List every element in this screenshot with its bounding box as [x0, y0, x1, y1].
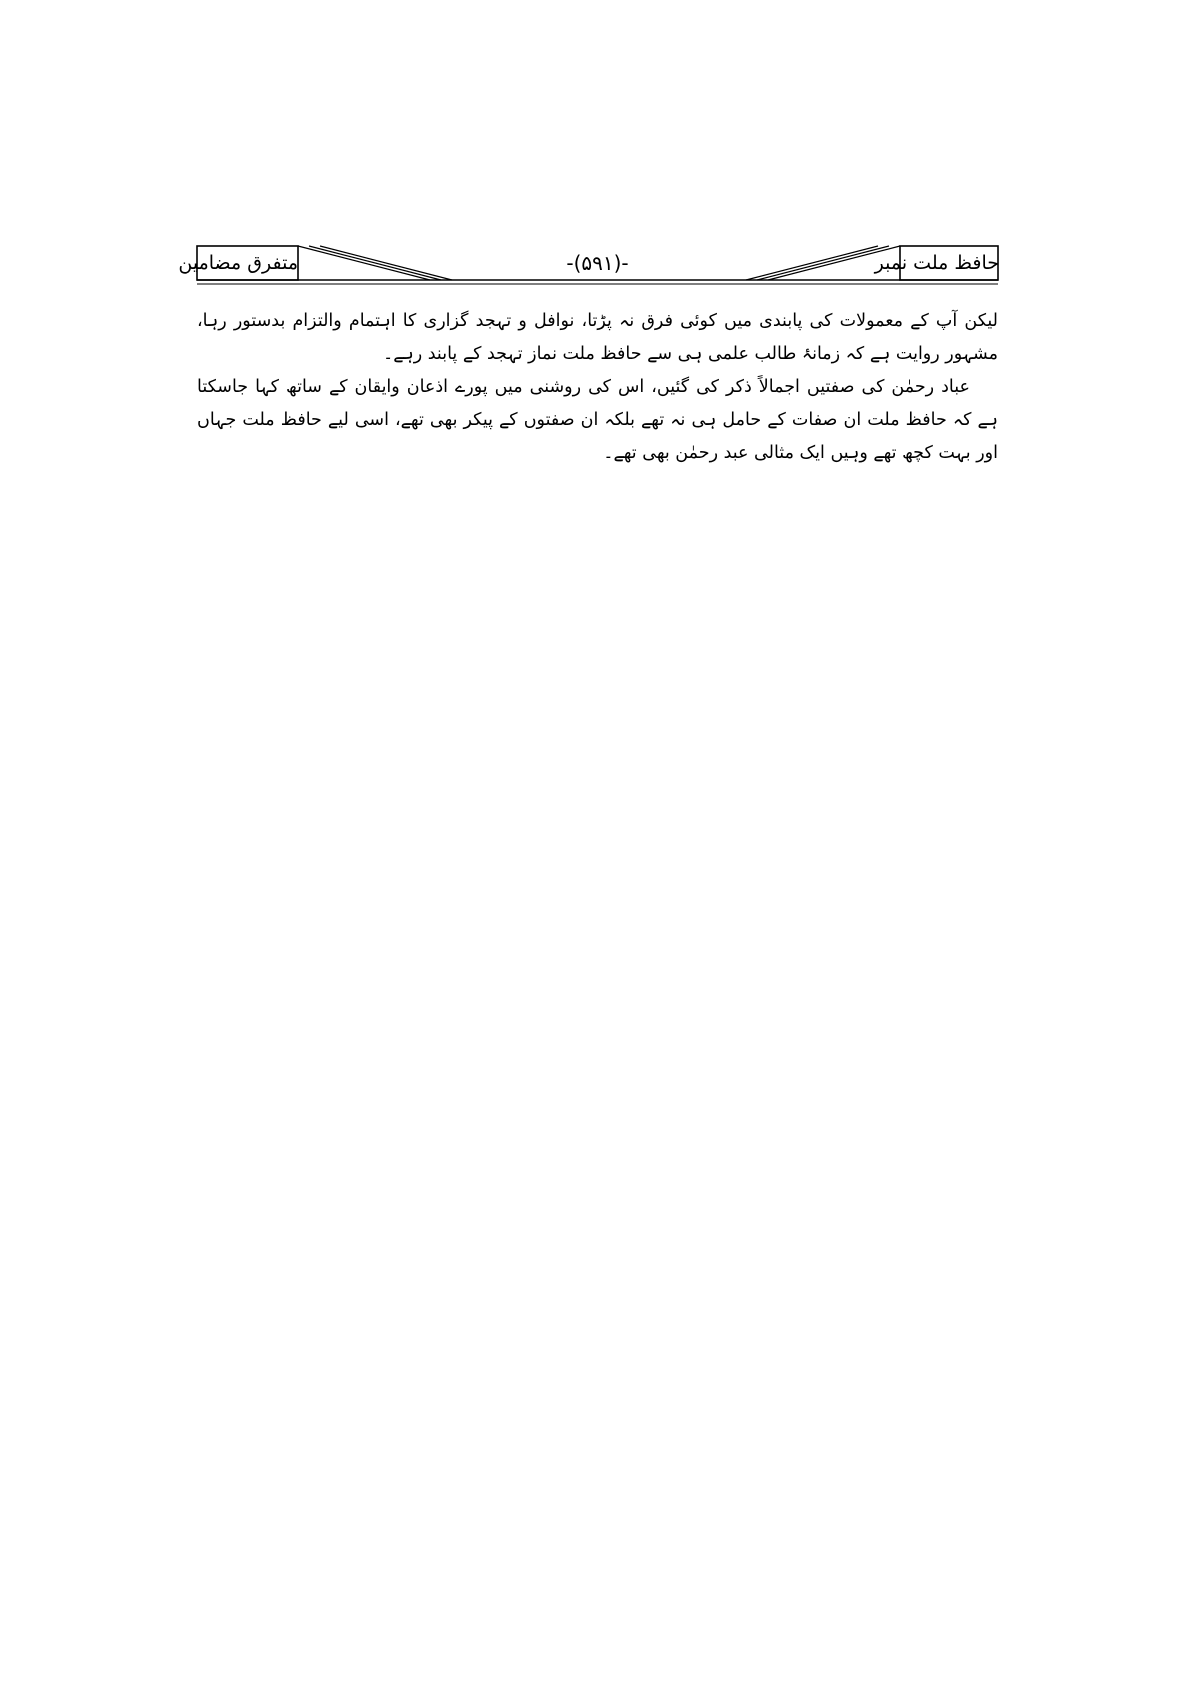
body-text — [197, 305, 998, 470]
header-section-title: متفرق مضامین — [178, 252, 298, 274]
paragraph-1: لیکن آپ کے معمولات کی پابندی میں کوئی فرق نہ پڑتا، نوافل و تہجد گزاری کا اہتمام والتزام بدستور رہا، مشہور روایت ہے کہ زمانۂ طالب علمی ہی سے حافظ ملت نماز تہجد کے پابند رہے۔ — [197, 311, 998, 364]
header-book-title: حافظ ملت نمبر — [874, 252, 999, 274]
page-number: -(۵۹۱)- — [566, 251, 629, 275]
page-header — [178, 245, 999, 287]
paragraph-2: عباد رحمٰن کی صفتیں اجمالاً ذکر کی گئیں، اس کی روشنی میں پورے اذعان وایقان کے ساتھ کہا جاسکتا ہے کہ حافظ ملت ان صفات کے حامل ہی نہ تھے بلکہ ان صفتوں کے پیکر بھی تھے، اسی لیے حافظ ملت جہاں اور بہت کچھ تھے وہیں ایک مثالی عبد رحمٰن بھی تھے۔ — [197, 377, 998, 463]
